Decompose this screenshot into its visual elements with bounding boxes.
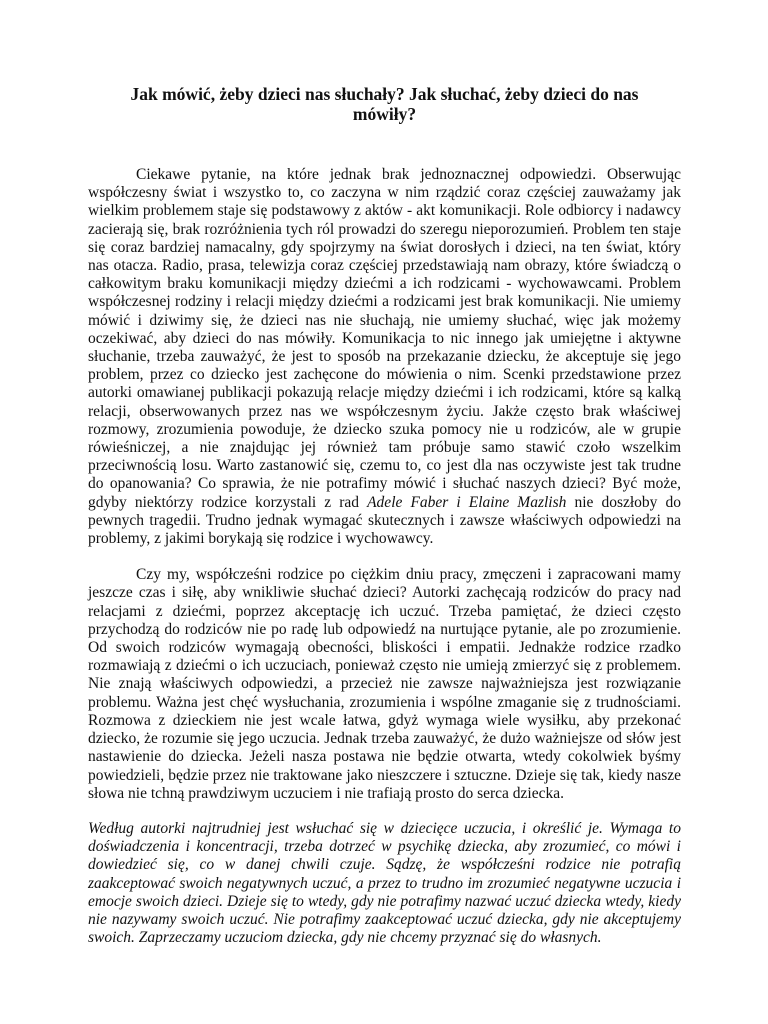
paragraph-spacer [88, 548, 681, 566]
paragraph-2: Czy my, współcześni rodzice po ciężkim dniu pracy, zmęczeni i zapracowani mamy jeszcze czas i siłę, aby wnikliwie słuchać dzieci? Autorki zachęcają rodziców do pracy nad relacjami z dziećmi, poprzez akceptację ich uczuć. Trzeba pamiętać, że dzieci często przychodzą do rodziców nie po radę lub odpowiedź na nurtujące pytanie, ale po zrozumienie. Od swoich rodziców wymagają obecności, bliskości i empatii. Jednakże rodzice rzadko rozmawiają z dziećmi o ich uczuciach, ponieważ często nie umieją zmierzyć się z problemem. Nie znają właściwych odpowiedzi, a przecież nie zawsze najważniejsza jest rozwiązanie problemu. Ważna jest chęć wysłuchania, zrozumienia i wspólne zmaganie się z trudnościami. Rozmowa z dzieckiem nie jest wcale łatwa, gdyż wymaga wiele wysiłku, aby przekonać dziecko, że rozumie się jego uczucia. Jednak trzeba zauważyć, że dużo ważniejsze od słów jest nastawienie do dziecka. Jeżeli nasza postawa nie będzie otwarta, wtedy cokolwiek byśmy powiedzieli, będzie przez nie traktowane jako nieszczere i sztuczne. Dzieje się tak, kiedy nasze słowa nie tchną prawdziwym uczuciem i nie trafiają prosto do serca dziecka. [88, 566, 681, 802]
paragraph-1-text-after: nie doszłoby do pewnych tragedii. Trudno jednak wymagać skutecznych i zawsze właściwych odpowiedzi na problemy, z jakimi borykają się rodzice i wychowawcy. [88, 493, 681, 548]
document-page [88, 84, 681, 947]
paragraph-3-italic: Według autorki najtrudniej jest wsłuchać się w dziecięce uczucia, i określić je. Wymaga to doświadczenia i koncentracji, trzeba dotrzeć w psychikę dziecka, aby zrozumieć, co mówi i dowiedzieć się, co w danej chwili czuje. Sądzę, że współcześni rodzice nie potrafią zaakceptować swoich negatywnych uczuć, a przez to trudno im zrozumieć negatywne uczucia i emocje swoich dzieci. Dzieje się to wtedy, gdy nie potrafimy nazwać uczuć dziecka wtedy, kiedy nie nazywamy swoich uczuć. Nie potrafimy zaakceptować uczuć dziecka, gdy nie akceptujemy swoich. Zaprzeczamy uczuciom dziecka, gdy nie chcemy przyznać się do własnych. [88, 819, 681, 947]
authors-names: Adele Faber i Elaine Mazlish [367, 493, 567, 511]
paragraph-spacer [88, 803, 681, 820]
paragraph-1-text-before: Ciekawe pytanie, na które jednak brak jednoznacznej odpowiedzi. Obserwując współczesny świat i wszystko to, co zaczyna w nim rządzić coraz częściej zauważamy jak wielkim problemem staje się podstawowy z aktów - akt komunikacji. Role odbiorcy i nadawcy zacierają się, brak rozróżnienia tych ról prowadzi do szeregu nieporozumień. Problem ten staje się coraz bardziej namacalny, gdy spojrzymy na świat dorosłych i dzieci, na ten świat, który nas otacza. Radio, prasa, telewizja coraz częściej przedstawiają nam obrazy, które świadczą o całkowitym braku komunikacji między dziećmi a ich rodzicami - wychowawcami. Problem współczesnej rodziny i relacji między dziećmi a rodzicami jest brak komunikacji. Nie umiemy mówić i dziwimy się, że dzieci nas nie słuchają, nie umiemy słuchać, więc jak możemy oczekiwać, aby dzieci do nas mówiły. Komunikacja to nic innego jak umiejętne i aktywne słuchanie, trzeba zauważyć, że jest to sposób na przekazanie dziecku, że akceptuje się jego problem, przez co dziecko jest zachęcone do mówienia o nim. Scenki przedstawione przez autorki omawianej publikacji pokazują relacje między dziećmi i ich rodzicami, które są kalką relacji, obserwowanych przez nas we współczesnym życiu. Jakże często brak właściwej rozmowy, zrozumienia powoduje, że dziecko szuka pomocy nie u rodziców, ale w grupie rówieśniczej, a nie znajdując jej również tam próbuje samo stawić czoło wszelkim przeciwnością losu. Warto zastanowić się, czemu to, co jest dla nas oczywiste jest tak trudne do opanowania? Co sprawia, że nie potrafimy mówić i słuchać naszych dzieci? Być może, gdyby niektórzy rodzice korzystali z rad [88, 166, 681, 511]
document-title: Jak mówić, żeby dzieci nas słuchały? Jak słuchać, żeby dzieci do nas mówiły? [130, 84, 639, 124]
paragraph-1 [88, 166, 681, 548]
